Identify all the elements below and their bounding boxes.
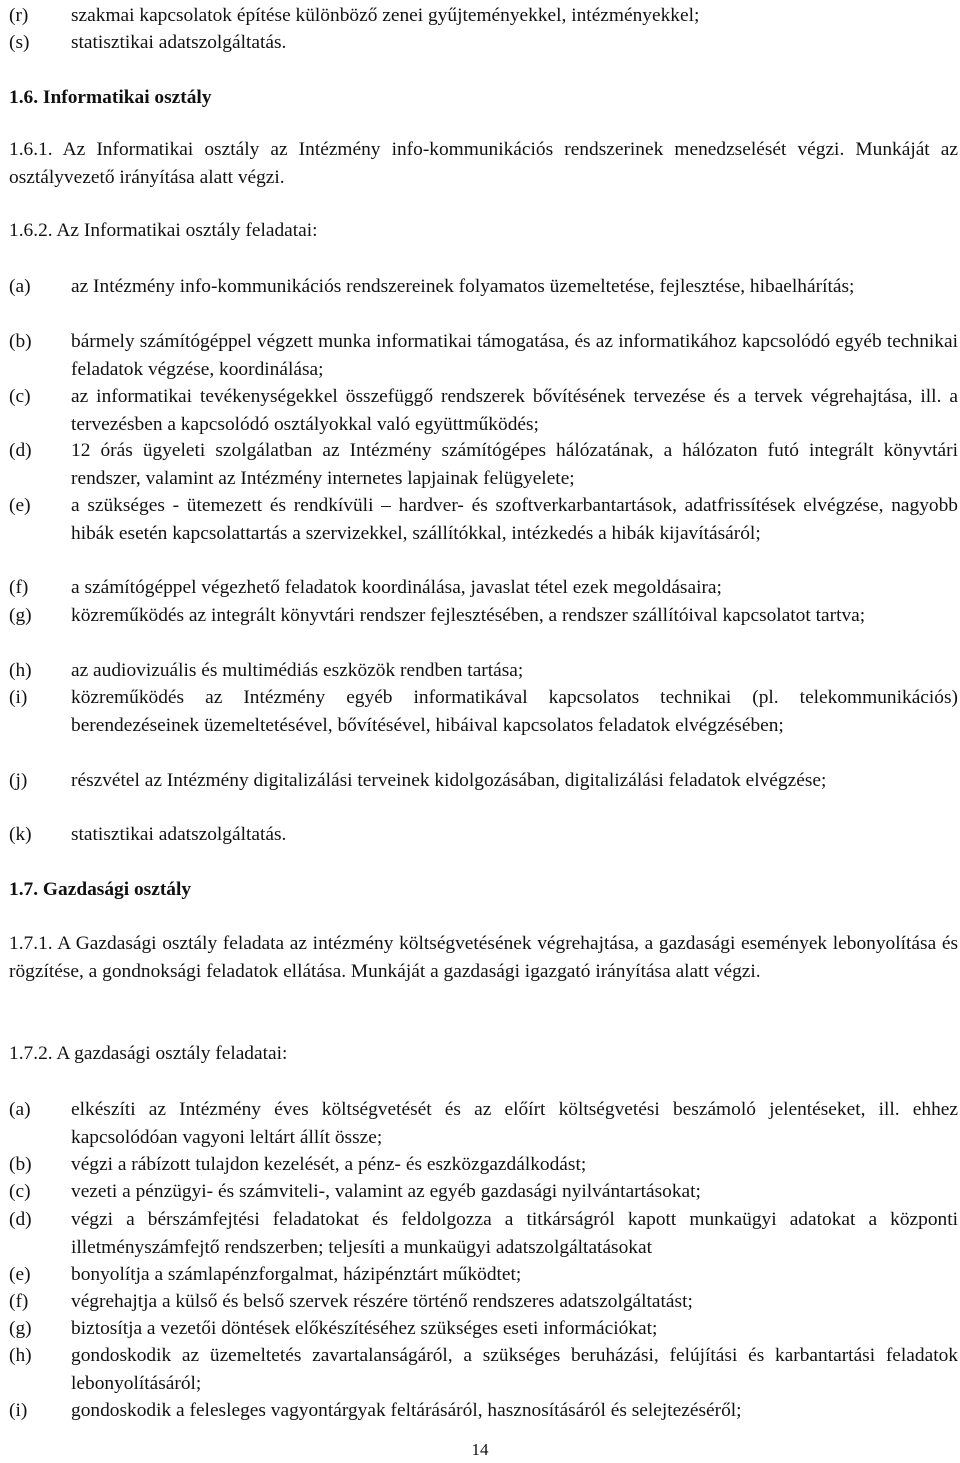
- list-label: (f): [9, 1291, 29, 1312]
- list-text: elkészíti az Intézmény éves költségvetését és az előírt költségvetési beszámoló jelentéseket, ill. ehhez kapcsolódóan vagyoni leltárt állít össze;: [71, 1099, 958, 1148]
- list-item: [9, 1261, 958, 1289]
- list-label: (h): [9, 1345, 32, 1366]
- list-text: végrehajtja a külső és belső szervek részére történő rendszeres adatszolgáltatást;: [71, 1291, 693, 1312]
- list-item: [9, 602, 958, 630]
- list-text: részvétel az Intézmény digitalizálási terveinek kidolgozásában, digitalizálási feladatok elvégzése;: [71, 770, 827, 791]
- list-item: [9, 1397, 958, 1425]
- list-label: (h): [9, 660, 32, 681]
- list-text: közreműködés az Intézmény egyéb informatikával kapcsolatos technikai (pl. telekommunikációs) berendezéseinek üzemeltetésével, bővítésével, hibáival kapcsolatos feladatok elvégzésében;: [71, 687, 958, 736]
- list-text: közreműködés az integrált könyvtári rendszer fejlesztésében, a rendszer szállítóival kapcsolatot tartva;: [71, 605, 866, 626]
- list-item: [9, 574, 958, 602]
- list-text: vezeti a pénzügyi- és számviteli-, valamint az egyéb gazdasági nyilvántartásokat;: [71, 1181, 701, 1202]
- list-item: [9, 1096, 958, 1151]
- list-item: [9, 767, 958, 795]
- list-label: (i): [9, 1400, 28, 1421]
- list-label: (a): [9, 276, 31, 297]
- list-item: [9, 29, 958, 57]
- list-text: statisztikai adatszolgáltatás.: [71, 824, 287, 845]
- section-heading-informatikai: 1.6. Informatikai osztály: [9, 87, 212, 108]
- list-text: az Intézmény info-kommunikációs rendszereinek folyamatos üzemeltetése, fejlesztése, hibaelhárítás;: [71, 276, 855, 297]
- list-label: (c): [9, 386, 31, 407]
- list-label: (f): [9, 577, 29, 598]
- list-label: (i): [9, 687, 28, 708]
- page-number: 14: [471, 1440, 489, 1459]
- list-item: [9, 1315, 958, 1343]
- list-text: az audiovizuális és multimédiás eszközök rendben tartása;: [71, 660, 524, 681]
- list-text: a számítógéppel végezhető feladatok koordinálása, javaslat tétel ezek megoldásaira;: [71, 577, 722, 598]
- list-text: szakmai kapcsolatok építése különböző zenei gyűjteményekkel, intézményekkel;: [71, 5, 700, 26]
- list-text: gondoskodik a felesleges vagyontárgyak feltárásáról, hasznosításáról és selejtezéséről;: [71, 1400, 742, 1421]
- list-item: [9, 437, 958, 492]
- list-item: [9, 273, 958, 301]
- list-item: [9, 657, 958, 685]
- list-text: a szükséges - ütemezett és rendkívüli – hardver- és szoftverkarbantartások, adatfrissítések elvégzése, nagyobb hibák esetén kapcsolattartás a szervizekkel, szállítókkal, intézkedés a hibák kijavításáról;: [71, 495, 958, 544]
- list-text: az informatikai tevékenységekkel összefüggő rendszerek bővítésének tervezése és a tervek végrehajtása, ill. a tervezésben a kapcsolódó osztályokkal való együttműködés;: [71, 386, 958, 435]
- list-item: [9, 492, 958, 547]
- list-item: [9, 1151, 958, 1179]
- paragraph-1-7-1: 1.7.1. A Gazdasági osztály feladata az intézmény költségvetésének végrehajtása, a gazdasági események lebonyolítása és rögzítése, a gondnoksági feladatok ellátása. Munkáját a gazdasági igazgató irányítása alatt végzi.: [9, 933, 958, 982]
- list-label: (e): [9, 1264, 31, 1285]
- list-text: 12 órás ügyeleti szolgálatban az Intézmény számítógépes hálózatának, a hálózaton futó integrált könyvtári rendszer, valamint az Intézmény internetes lapjainak felügyelete;: [71, 440, 958, 489]
- list-item: [9, 1206, 958, 1261]
- list-label: (j): [9, 770, 28, 791]
- list-label: (s): [9, 32, 30, 53]
- list-text: bármely számítógéppel végzett munka informatikai támogatása, és az informatikához kapcsolódó egyéb technikai feladatok végzése, koordinálása;: [71, 331, 958, 380]
- list-text: statisztikai adatszolgáltatás.: [71, 32, 287, 53]
- list-label: (c): [9, 1181, 31, 1202]
- list-text: gondoskodik az üzemeltetés zavartalanságáról, a szükséges beruházási, felújítási és karbantartási feladatok lebonyolításáról;: [71, 1345, 958, 1394]
- list-label: (r): [9, 5, 29, 26]
- list-label: (b): [9, 331, 32, 352]
- paragraph-1-7-2: 1.7.2. A gazdasági osztály feladatai:: [9, 1043, 288, 1064]
- list-text: végzi a rábízott tulajdon kezelését, a pénz- és eszközgazdálkodást;: [71, 1154, 587, 1175]
- list-label: (d): [9, 1209, 32, 1230]
- section-heading-gazdasagi: 1.7. Gazdasági osztály: [9, 879, 192, 900]
- list-label: (g): [9, 1318, 32, 1339]
- list-label: (a): [9, 1099, 31, 1120]
- list-label: (g): [9, 605, 32, 626]
- list-label: (k): [9, 824, 32, 845]
- list-item: [9, 1288, 958, 1316]
- list-item: [9, 684, 958, 739]
- list-item: [9, 2, 958, 30]
- paragraph-1-6-2: 1.6.2. Az Informatikai osztály feladatai:: [9, 220, 318, 241]
- list-label: (d): [9, 440, 32, 461]
- list-label: (b): [9, 1154, 32, 1175]
- list-text: végzi a bérszámfejtési feladatokat és feldolgozza a titkárságról kapott munkaügyi adatokat a központi illetményszámfejtő rendszerben; teljesíti a munkaügyi adatszolgáltatásokat: [71, 1209, 958, 1258]
- list-item: [9, 383, 958, 438]
- paragraph-1-6-1: 1.6.1. Az Informatikai osztály az Intézmény info-kommunikációs rendszerinek menedzselését végzi. Munkáját az osztályvezető irányítása alatt végzi.: [9, 139, 958, 188]
- list-text: biztosítja a vezetői döntések előkészítéséhez szükséges eseti információkat;: [71, 1318, 658, 1339]
- list-item: [9, 1178, 958, 1206]
- list-item: [9, 821, 958, 849]
- list-text: bonyolítja a számlapénzforgalmat, házipénztárt működtet;: [71, 1264, 522, 1285]
- list-item: [9, 328, 958, 383]
- list-label: (e): [9, 495, 31, 516]
- list-item: [9, 1342, 958, 1397]
